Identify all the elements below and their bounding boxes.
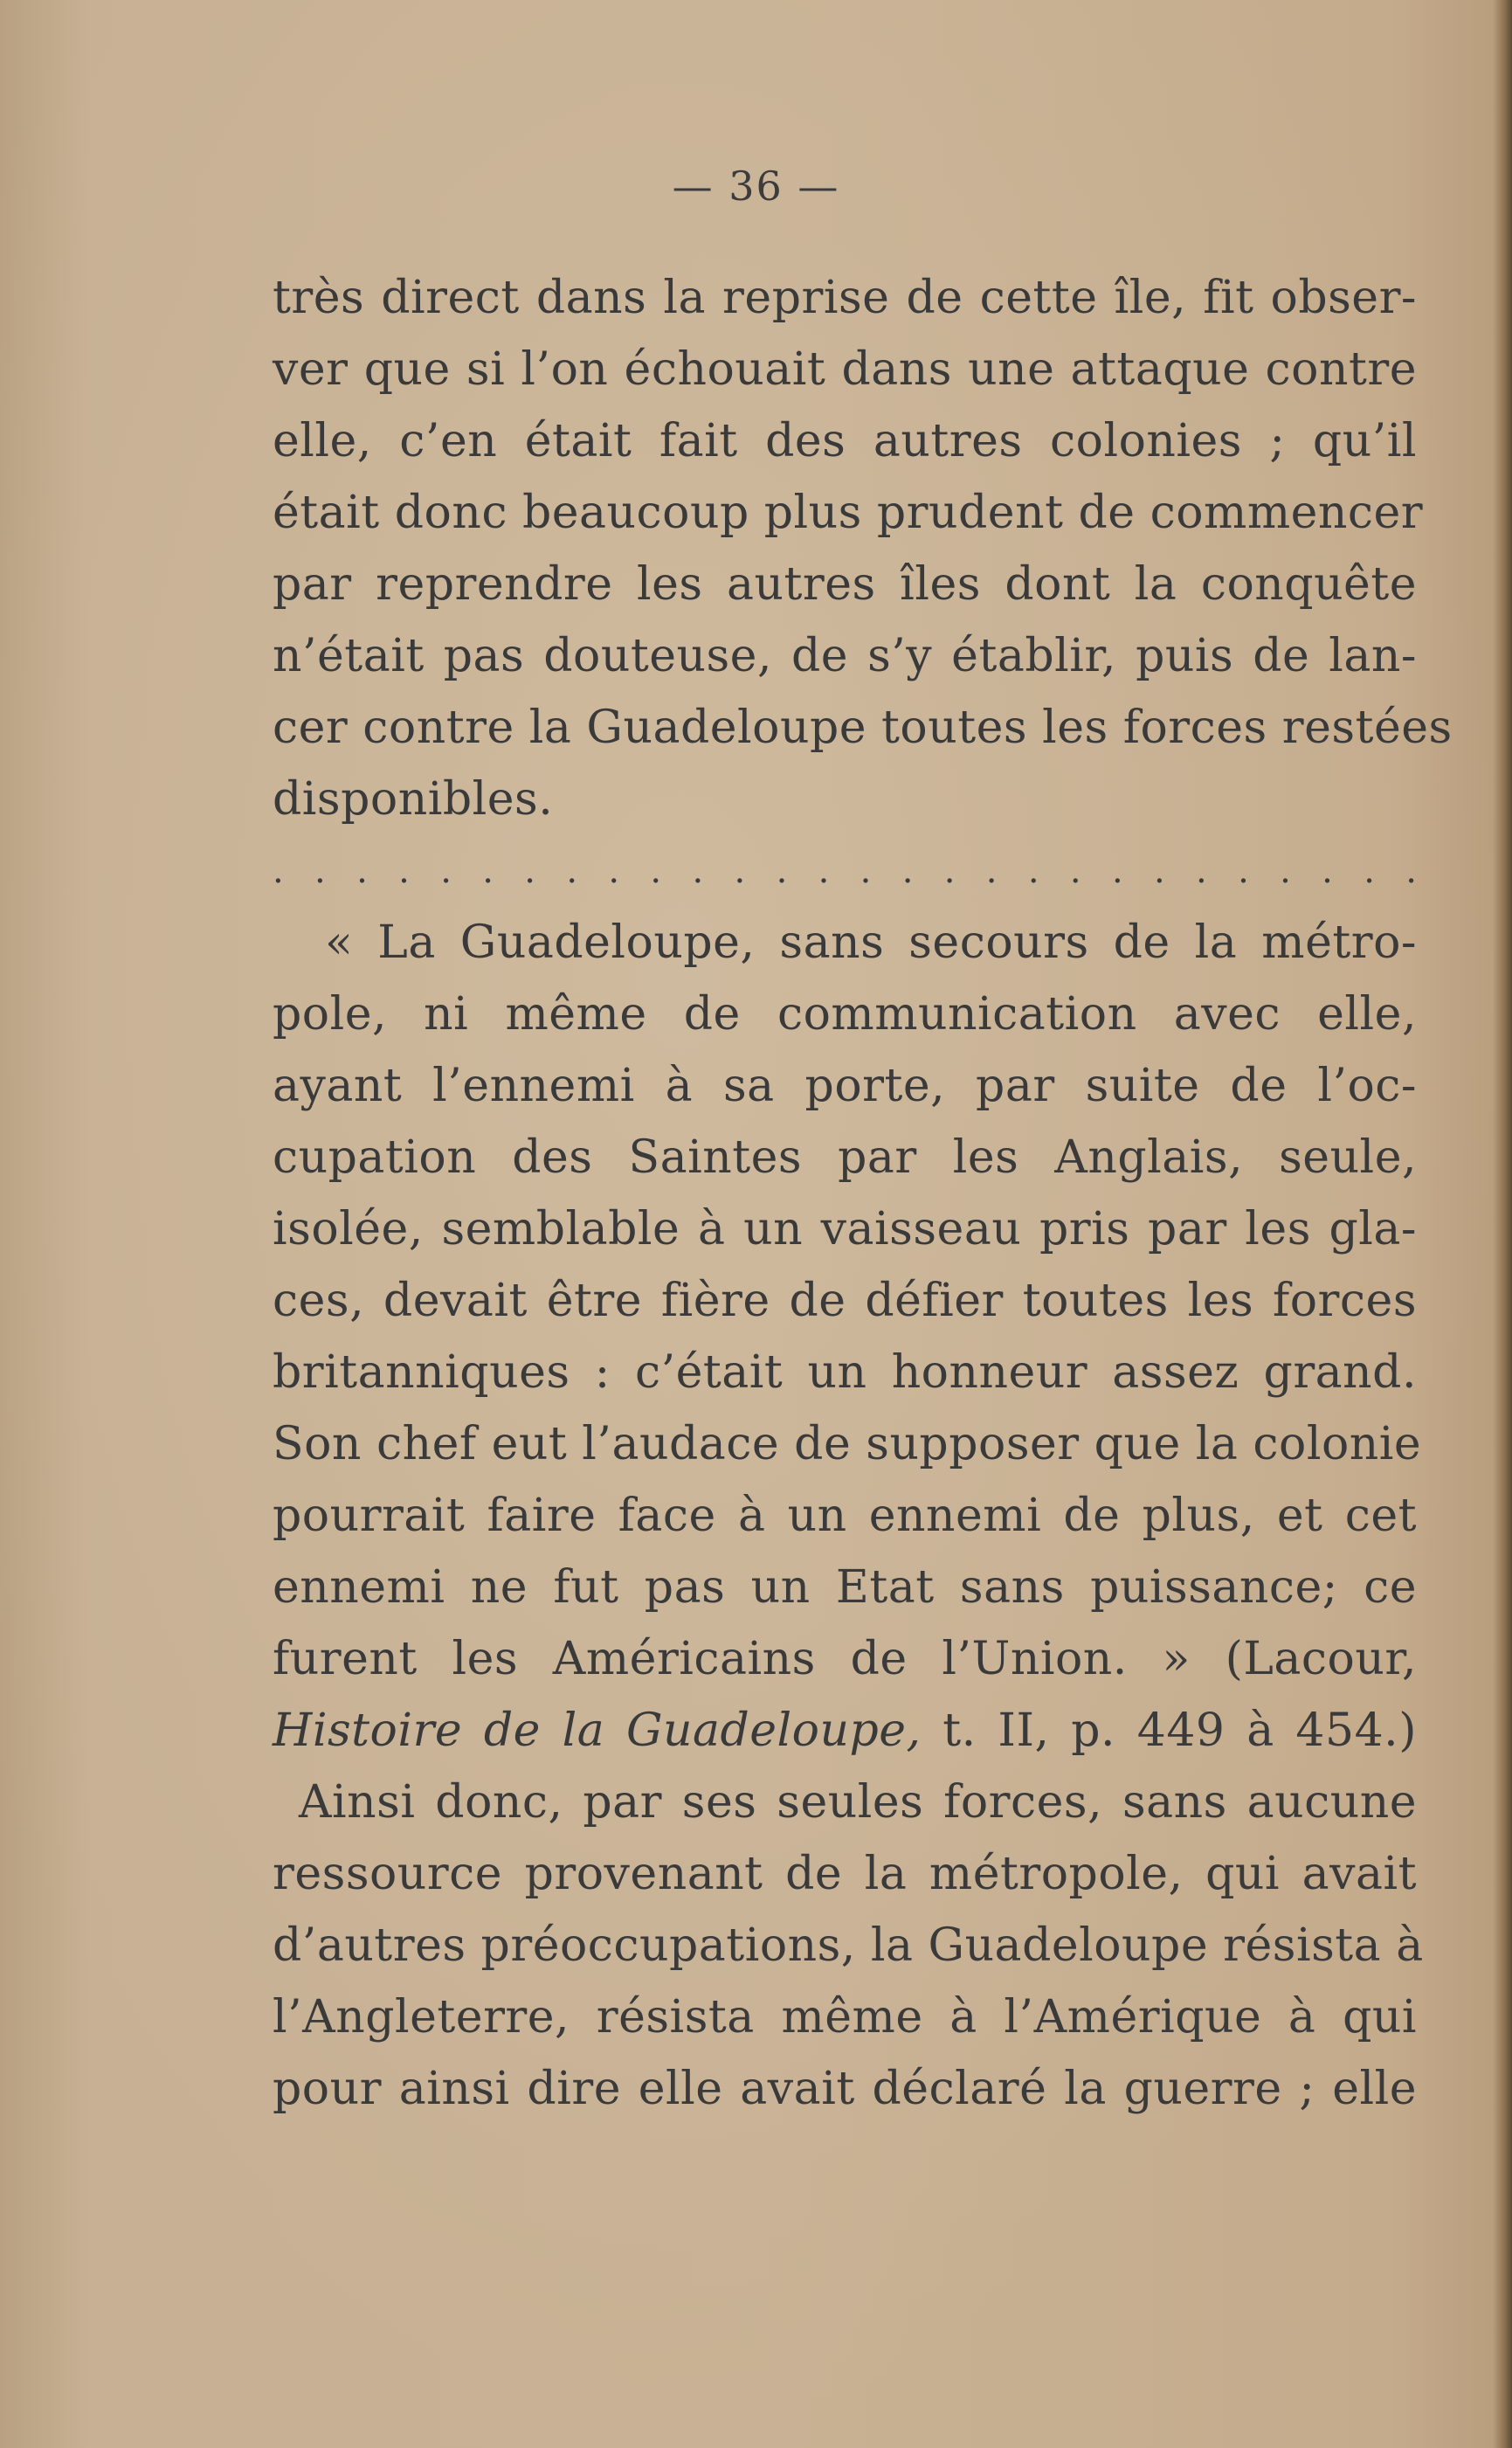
- text-line: ressource provenant de la métropole, qui avait: [273, 1848, 1417, 1900]
- text-line: par reprendre les autres îles dont la conquête: [273, 558, 1417, 611]
- page-edge-shadow: [1493, 0, 1512, 2448]
- page-number: — 36 —: [672, 163, 840, 210]
- ellipsis-separator: . . . . . . . . . . . . . . . . . . . . . . . . . . . .: [273, 851, 1417, 891]
- text-line: n’était pas douteuse, de s’y établir, puis de lan-: [273, 630, 1417, 682]
- quote-line: « La Guadeloupe, sans secours de la métro-: [325, 916, 1417, 969]
- quote-line: pole, ni même de communication avec elle,: [273, 988, 1417, 1041]
- text-line: d’autres préoccupations, la Guadeloupe résista à: [273, 1919, 1424, 1972]
- text-line: très direct dans la reprise de cette île, fit obser-: [273, 272, 1417, 324]
- citation-reference: t. II, p. 449 à 454.): [921, 1705, 1417, 1757]
- text-line: Ainsi donc, par ses seules forces, sans aucune: [299, 1776, 1417, 1829]
- quote-line: britanniques : c’était un honneur assez grand.: [273, 1346, 1417, 1399]
- quote-line: isolée, semblable à un vaisseau pris par les gla-: [273, 1203, 1417, 1255]
- text-line: pour ainsi dire elle avait déclaré la guerre ; elle: [273, 2063, 1417, 2115]
- text-line: était donc beaucoup plus prudent de commencer: [273, 487, 1424, 539]
- body-text: [273, 262, 1453, 2125]
- quote-line: furent les Américains de l’Union. » (Lacour,: [273, 1633, 1417, 1685]
- text-line: ver que si l’on échouait dans une attaque contre: [273, 343, 1417, 396]
- citation-title: Histoire de la Guadeloupe,: [273, 1705, 922, 1757]
- quote-line: ayant l’ennemi à sa porte, par suite de l’oc-: [273, 1060, 1417, 1112]
- quote-line: ces, devait être fière de défier toutes les forces: [273, 1275, 1417, 1327]
- text-line: l’Angleterre, résista même à l’Amérique à qui: [273, 1991, 1417, 2043]
- quote-line: cupation des Saintes par les Anglais, seule,: [273, 1131, 1417, 1184]
- quote-line: pourrait faire face à un ennemi de plus, et cet: [273, 1490, 1417, 1542]
- citation-line: [273, 1695, 1417, 1767]
- quote-line: Son chef eut l’audace de supposer que la colonie: [273, 1418, 1422, 1470]
- text-line: cer contre la Guadeloupe toutes les forces restées: [273, 702, 1453, 754]
- text-line: elle, c’en était fait des autres colonies ; qu’il: [273, 415, 1417, 467]
- text-line: disponibles.: [273, 773, 554, 826]
- quote-line: ennemi ne fut pas un Etat sans puissance; ce: [273, 1561, 1417, 1614]
